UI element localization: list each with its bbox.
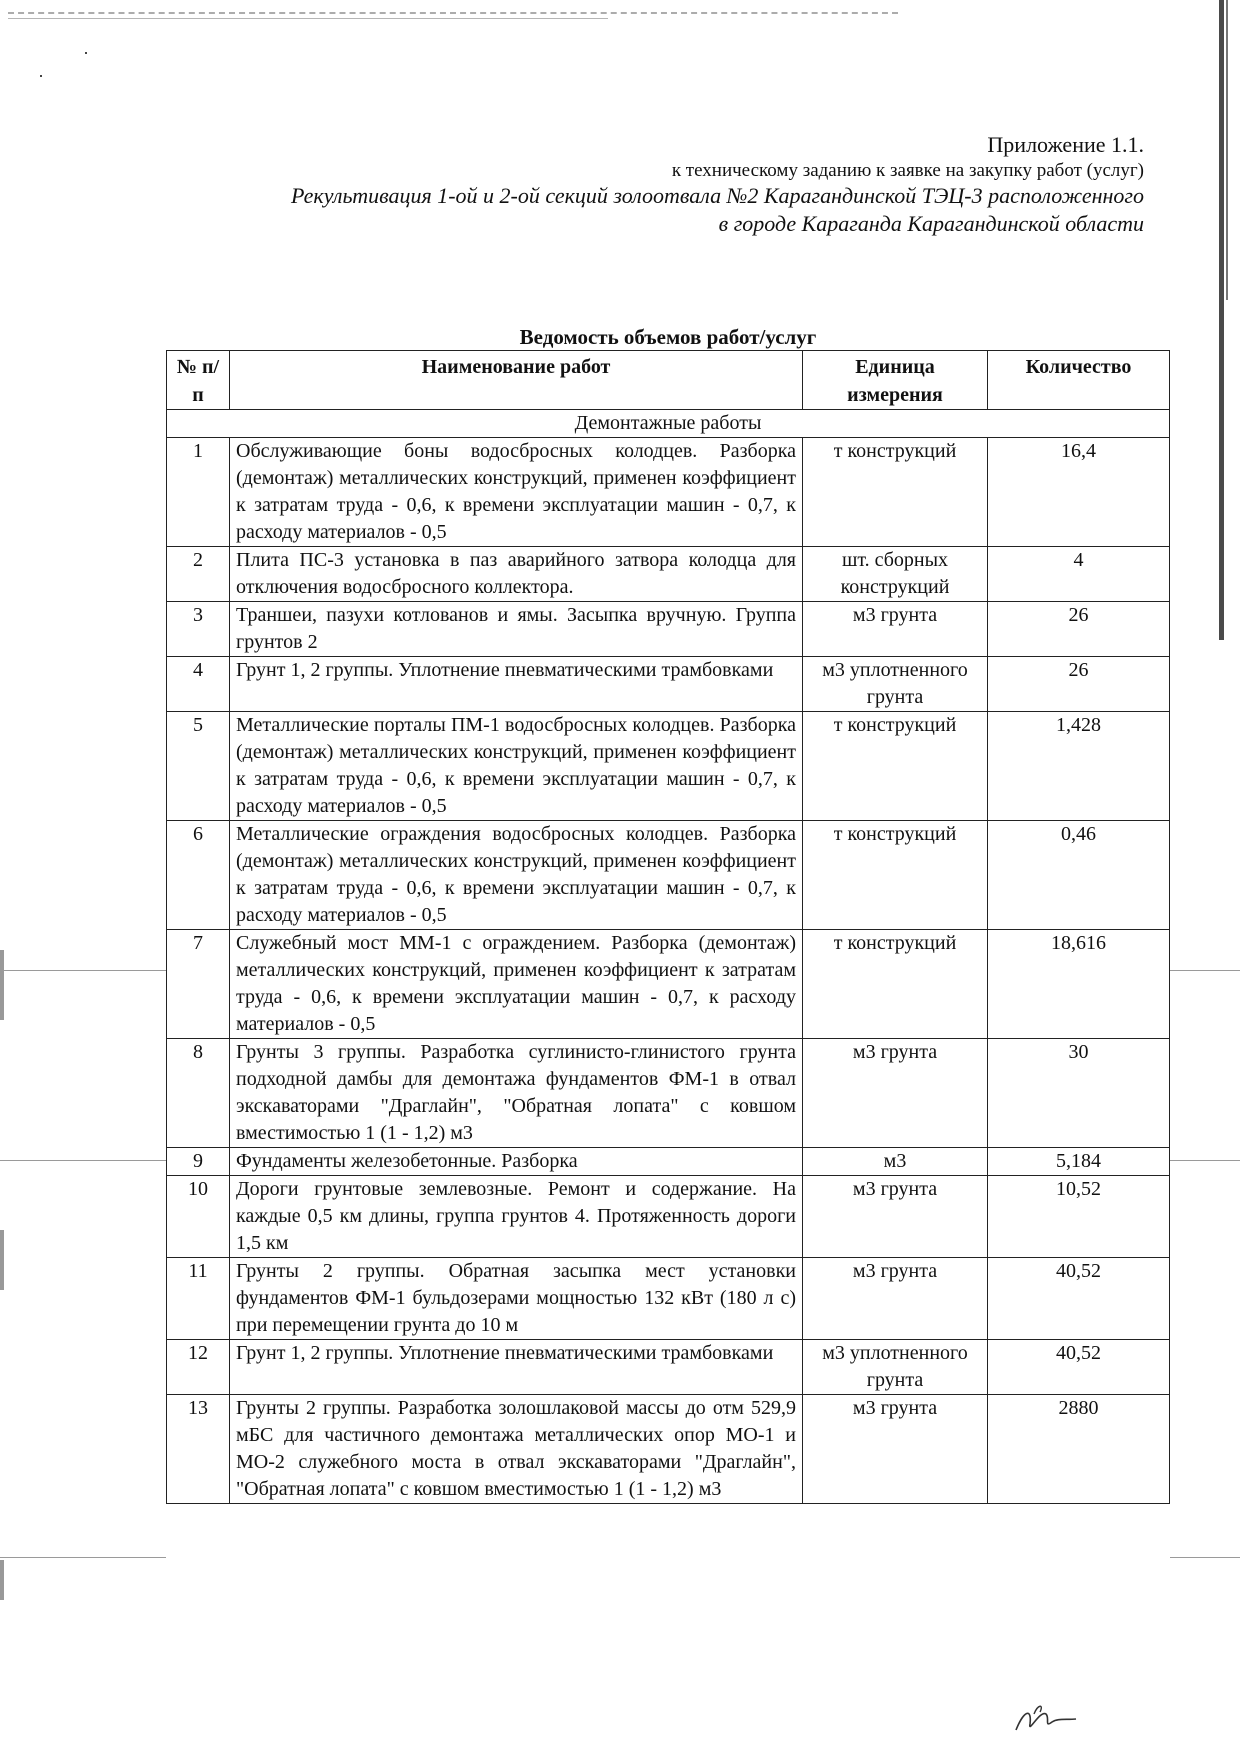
scan-line — [1170, 1160, 1240, 1161]
scan-edge-left — [0, 1560, 4, 1600]
scan-edge-top-thin — [8, 18, 608, 20]
scan-edge-left — [0, 1230, 4, 1290]
section-label: Демонтажные работы — [167, 410, 1170, 438]
scan-line — [1170, 970, 1240, 971]
table-row — [167, 712, 1170, 821]
table-row — [167, 821, 1170, 930]
row-unit: м3 грунта — [803, 1258, 988, 1340]
row-num: 1 — [167, 438, 230, 547]
appendix-label: Приложение 1.1. — [987, 132, 1144, 157]
table-row — [167, 930, 1170, 1039]
row-unit: м3 грунта — [803, 1395, 988, 1504]
table-row — [167, 1395, 1170, 1504]
row-name: Металлические порталы ПМ-1 водосбросных колодцев. Разборка (демонтаж) металлических конструкций, применен коэффициент к затратам труда - 0,6, к времени эксплуатации машин - 0,7, к расходу материалов - 0,5 — [230, 712, 803, 821]
section-row — [167, 410, 1170, 438]
scan-edge-right — [1219, 0, 1224, 640]
row-qty: 30 — [988, 1039, 1170, 1148]
row-name: Грунты 2 группы. Разработка золошлаковой массы до отм 529,9 мБС для частичного демонтажа металлических опор МО-1 и МО-2 служебного моста в отвал экскаваторами "Драглайн", "Обратная лопата" с ковшом вместимостью 1 (1 - 1,2) м3 — [230, 1395, 803, 1504]
row-unit: м3 — [803, 1148, 988, 1176]
row-name: Грунты 3 группы. Разработка суглинисто-глинистого грунта подходной дамбы для демонтажа фундаментов ФМ-1 в отвал экскаваторами "Драглайн", "Обратная лопата" с ковшом вместимостью 1 (1 - 1,2) м3 — [230, 1039, 803, 1148]
row-qty: 26 — [988, 602, 1170, 657]
table-row — [167, 602, 1170, 657]
row-num: 3 — [167, 602, 230, 657]
row-qty: 26 — [988, 657, 1170, 712]
signature — [1010, 1700, 1080, 1740]
header-unit: Единица измерения — [803, 351, 988, 410]
row-qty: 1,428 — [988, 712, 1170, 821]
row-num: 2 — [167, 547, 230, 602]
project-title-line-2: в городе Караганда Карагандинской области — [718, 211, 1144, 236]
row-unit: м3 уплотненного грунта — [803, 657, 988, 712]
row-unit: т конструкций — [803, 438, 988, 547]
row-unit: м3 грунта — [803, 1039, 988, 1148]
table-row — [167, 1148, 1170, 1176]
row-qty: 40,52 — [988, 1340, 1170, 1395]
row-name: Грунт 1, 2 группы. Уплотнение пневматическими трамбовками — [230, 1340, 803, 1395]
row-qty: 16,4 — [988, 438, 1170, 547]
row-qty: 2880 — [988, 1395, 1170, 1504]
row-num: 13 — [167, 1395, 230, 1504]
row-unit: м3 грунта — [803, 1176, 988, 1258]
scan-speck — [40, 75, 42, 77]
row-name: Дороги грунтовые землевозные. Ремонт и содержание. На каждые 0,5 км длины, группа грунтов 4. Протяженность дороги 1,5 км — [230, 1176, 803, 1258]
header-name: Наименование работ — [230, 351, 803, 410]
works-table — [166, 350, 1170, 1504]
row-qty: 18,616 — [988, 930, 1170, 1039]
row-num: 12 — [167, 1340, 230, 1395]
table-row — [167, 438, 1170, 547]
row-qty: 10,52 — [988, 1176, 1170, 1258]
row-unit: м3 уплотненного грунта — [803, 1340, 988, 1395]
row-unit: т конструкций — [803, 821, 988, 930]
scan-edge-top — [8, 12, 898, 17]
row-num: 5 — [167, 712, 230, 821]
row-num: 6 — [167, 821, 230, 930]
scan-line — [0, 1160, 166, 1161]
project-title-line-1: Рекультивация 1-ой и 2-ой секций золоотвала №2 Карагандинской ТЭЦ-3 расположенного — [291, 183, 1144, 208]
row-name: Плита ПС-3 установка в паз аварийного затвора колодца для отключения водосбросного коллектора. — [230, 547, 803, 602]
row-unit: шт. сборных конструкций — [803, 547, 988, 602]
row-num: 4 — [167, 657, 230, 712]
scan-speck — [85, 52, 87, 54]
appendix-subtitle: к техническому заданию к заявке на закупку работ (услуг) — [671, 160, 1144, 181]
row-num: 8 — [167, 1039, 230, 1148]
row-num: 11 — [167, 1258, 230, 1340]
header-qty: Количество — [988, 351, 1170, 410]
row-unit: т конструкций — [803, 930, 988, 1039]
table-row — [167, 1176, 1170, 1258]
row-name: Металлические ограждения водосбросных колодцев. Разборка (демонтаж) металлических конструкций, применен коэффициент к затратам труда - 0,6, к времени эксплуатации машин - 0,7, к расходу материалов - 0,5 — [230, 821, 803, 930]
table-row — [167, 657, 1170, 712]
header-num: № п/п — [167, 351, 230, 410]
row-name: Траншеи, пазухи котлованов и ямы. Засыпка вручную. Группа грунтов 2 — [230, 602, 803, 657]
row-name: Фундаменты железобетонные. Разборка — [230, 1148, 803, 1176]
row-name: Обслуживающие боны водосбросных колодцев. Разборка (демонтаж) металлических конструкций, применен коэффициент к затратам труда - 0,6, к времени эксплуатации машин - 0,7, к расходу материалов - 0,5 — [230, 438, 803, 547]
scan-line — [0, 1557, 166, 1558]
row-qty: 5,184 — [988, 1148, 1170, 1176]
scan-edge-left — [0, 950, 4, 1020]
scan-line — [1170, 1557, 1240, 1558]
table-header-row — [167, 351, 1170, 410]
row-unit: т конструкций — [803, 712, 988, 821]
row-name: Служебный мост ММ-1 с ограждением. Разборка (демонтаж) металлических конструкций, применен коэффициент к затратам труда - 0,6, к времени эксплуатации машин - 0,7, к расходу материалов - 0,5 — [230, 930, 803, 1039]
table-row — [167, 1340, 1170, 1395]
scan-edge-right-thin — [1226, 0, 1228, 300]
table-row — [167, 1039, 1170, 1148]
table-row — [167, 547, 1170, 602]
table-row — [167, 1258, 1170, 1340]
row-num: 7 — [167, 930, 230, 1039]
row-name: Грунт 1, 2 группы. Уплотнение пневматическими трамбовками — [230, 657, 803, 712]
row-qty: 4 — [988, 547, 1170, 602]
row-qty: 0,46 — [988, 821, 1170, 930]
row-unit: м3 грунта — [803, 602, 988, 657]
scan-line — [0, 970, 166, 971]
row-num: 9 — [167, 1148, 230, 1176]
row-num: 10 — [167, 1176, 230, 1258]
table-title: Ведомость объемов работ/услуг — [519, 325, 817, 349]
row-qty: 40,52 — [988, 1258, 1170, 1340]
row-name: Грунты 2 группы. Обратная засыпка мест установки фундаментов ФМ-1 бульдозерами мощностью 132 кВт (180 л с) при перемещении грунта до 10 м — [230, 1258, 803, 1340]
